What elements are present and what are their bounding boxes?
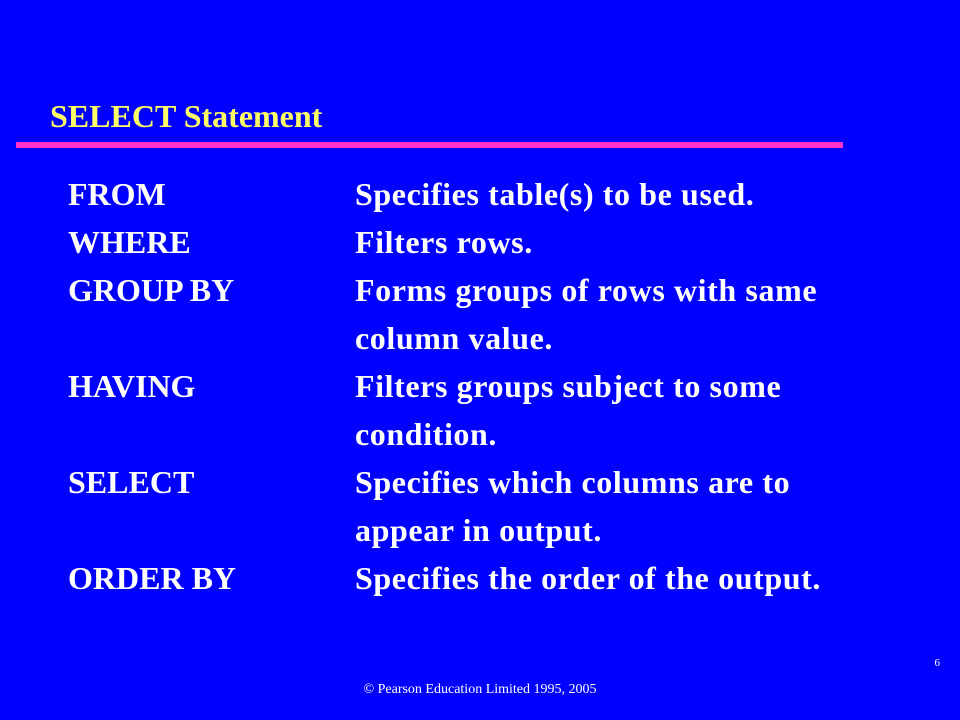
clause-description-line: Specifies which columns are to (355, 464, 791, 500)
clause-description (355, 362, 895, 458)
clause-description-line: Forms groups of rows with same (355, 272, 818, 308)
clause-description (355, 458, 895, 554)
clause-description-line: condition. (355, 416, 498, 452)
clause-keyword: HAVING (68, 368, 196, 404)
clause-description-line: Specifies the order of the output. (355, 560, 821, 596)
clause-description (355, 266, 895, 362)
clause-row-order-by (68, 554, 948, 602)
clause-row-where (68, 218, 948, 266)
clause-description-line: Specifies table(s) to be used. (355, 176, 755, 212)
clause-keyword: ORDER BY (68, 560, 237, 596)
clause-row-select (68, 458, 948, 554)
clause-description (355, 170, 895, 218)
title-underline-rule (16, 142, 843, 148)
clause-description-line: column value. (355, 320, 554, 356)
page-number: 6 (934, 657, 940, 669)
clause-description (355, 554, 895, 602)
clause-description (355, 218, 895, 266)
clause-keyword: WHERE (68, 224, 191, 260)
clause-description-line: Filters rows. (355, 224, 533, 260)
clause-row-having (68, 362, 948, 458)
clause-list (68, 170, 948, 602)
clause-row-group-by (68, 266, 948, 362)
copyright-footer: © Pearson Education Limited 1995, 2005 (363, 682, 597, 697)
clause-row-from (68, 170, 948, 218)
clause-keyword: SELECT (68, 464, 195, 500)
slide-title: SELECT Statement (50, 98, 323, 134)
clause-description-line: Filters groups subject to some (355, 368, 782, 404)
clause-description-line: appear in output. (355, 512, 603, 548)
clause-keyword: GROUP BY (68, 272, 235, 308)
clause-keyword: FROM (68, 176, 166, 212)
